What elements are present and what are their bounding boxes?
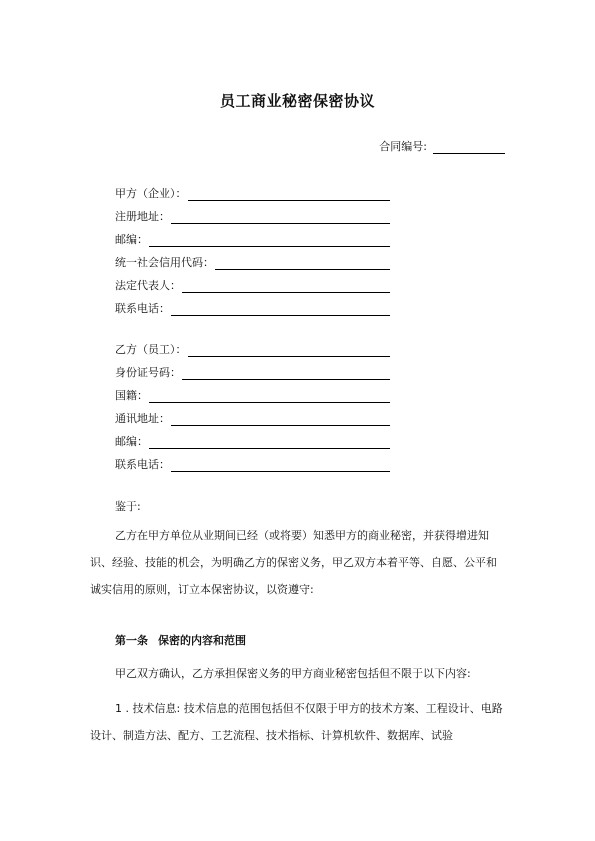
article-1-number: 第一条 <box>115 634 148 647</box>
article-1-paragraph-1: 甲乙双方确认，乙方承担保密义务的甲方商业秘密包括但不限于以下内容: <box>115 667 471 680</box>
fill-blank[interactable] <box>188 188 391 201</box>
party-a-name-field <box>115 178 390 201</box>
intro-paragraph: 乙方在甲方单位从业期间已经（或将要）知悉甲方的商业秘密，并获得增进知识、经验、技能的机会，为明确乙方的保密义务，甲乙双方本着平等、自愿、公平和诚实信用的原则，订立本保密协议，以资遵守: <box>90 529 497 596</box>
field-label: 甲方（企业）： <box>115 187 187 200</box>
party-b-address-field <box>115 403 390 426</box>
party-a-phone-field <box>115 293 390 316</box>
field-label: 法定代表人： <box>115 279 181 292</box>
article-1-paragraph-2: 1 . 技术信息: 技术信息的范围包括但不仅限于甲方的技术方案、工程设计、电路设计、制造方法、配方、工艺流程、技术指标、计算机软件、数据库、试验 <box>90 702 503 742</box>
fill-blank[interactable] <box>171 211 390 224</box>
party-b-phone-field <box>115 449 390 472</box>
fill-blank[interactable] <box>182 280 390 293</box>
party-b-postcode-field <box>115 426 390 449</box>
article-1-title: 保密的内容和范围 <box>158 634 246 647</box>
party-a-section <box>115 178 390 316</box>
party-b-id-field <box>115 357 390 380</box>
fill-blank[interactable] <box>215 257 390 270</box>
field-label: 通讯地址： <box>115 412 170 425</box>
field-label: 联系电话： <box>115 302 170 315</box>
field-label: 乙方（员工）： <box>115 343 187 356</box>
fill-blank[interactable] <box>171 459 390 472</box>
party-a-legal-rep-field <box>115 270 390 293</box>
field-label: 统一社会信用代码： <box>115 256 214 269</box>
field-label: 联系电话： <box>115 458 170 471</box>
contract-number-blank[interactable] <box>433 142 505 154</box>
party-a-credit-code-field <box>115 247 390 270</box>
field-label: 注册地址： <box>115 210 170 223</box>
fill-blank[interactable] <box>171 303 390 316</box>
article-1-heading <box>115 632 246 648</box>
party-a-postcode-field <box>115 224 390 247</box>
fill-blank[interactable] <box>149 390 390 403</box>
contract-number-label: 合同编号: <box>379 140 427 153</box>
field-label: 国籍： <box>115 389 148 402</box>
fill-blank[interactable] <box>171 413 390 426</box>
party-b-section <box>115 334 390 472</box>
whereas-label: 鉴于: <box>115 500 141 513</box>
fill-blank[interactable] <box>188 344 391 357</box>
field-label: 邮编： <box>115 233 148 246</box>
field-label: 身份证号码： <box>115 366 181 379</box>
party-a-address-field <box>115 201 390 224</box>
party-b-name-field <box>115 334 390 357</box>
fill-blank[interactable] <box>149 234 390 247</box>
field-label: 邮编： <box>115 435 148 448</box>
fill-blank[interactable] <box>182 367 390 380</box>
contract-number <box>379 138 505 154</box>
party-b-nationality-field <box>115 380 390 403</box>
document-title: 员工商业秘密保密协议 <box>219 92 375 110</box>
fill-blank[interactable] <box>149 436 390 449</box>
